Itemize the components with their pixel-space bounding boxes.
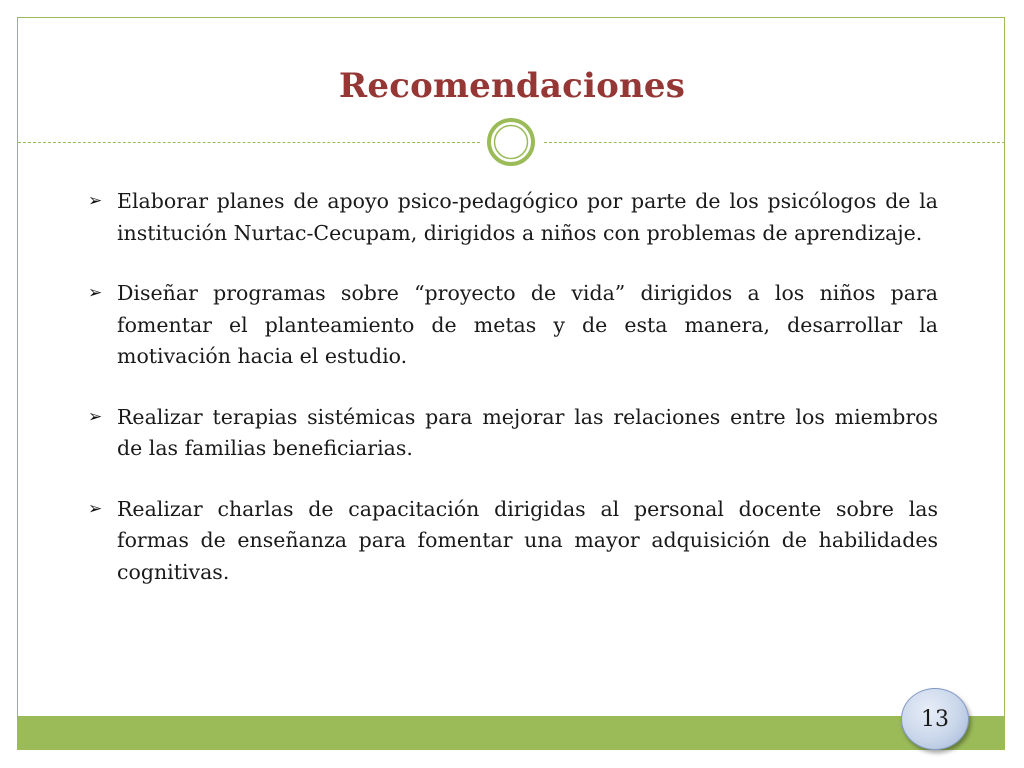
bullet-list [88,186,938,617]
title-divider-left [18,142,480,143]
ring-ornament-icon [485,116,537,168]
arrowhead-bullet-icon: ➢ [88,498,103,519]
bullet-text-1: Elaborar planes de apoyo psico-pedagógico por parte de los psicólogos de la institución Nurtac-Cecupam, dirigidos a niños con problemas de aprendizaje. [117,189,938,245]
bullet-text-3: Realizar terapias sistémicas para mejorar las relaciones entre los miembros de las familias beneficiarias. [117,404,938,460]
page-number-badge [901,688,969,750]
arrowhead-bullet-icon: ➢ [88,283,103,303]
title-divider-right [544,142,1005,143]
arrowhead-bullet-icon: ➢ [88,406,103,427]
slide-title: Recomendaciones [338,66,686,106]
arrowhead-bullet-icon: ➢ [88,191,103,211]
page-number: 13 [921,706,949,732]
footer-bar [17,716,1005,750]
bullet-text-4: Realizar charlas de capacitación dirigidas al personal docente sobre las formas de enseñanza para fomentar una mayor adquisición de habilidades cognitivas. [117,496,938,584]
bullet-item-3 [88,402,938,465]
bullet-item-2 [88,278,938,373]
bullet-item-4 [88,494,938,589]
bullet-item-1 [88,186,938,249]
bullet-text-2: Diseñar programas sobre “proyecto de vida” dirigidos a los niños para fomentar el planteamiento de metas y de esta manera, desarrollar la motivación hacia el estudio. [117,281,938,368]
